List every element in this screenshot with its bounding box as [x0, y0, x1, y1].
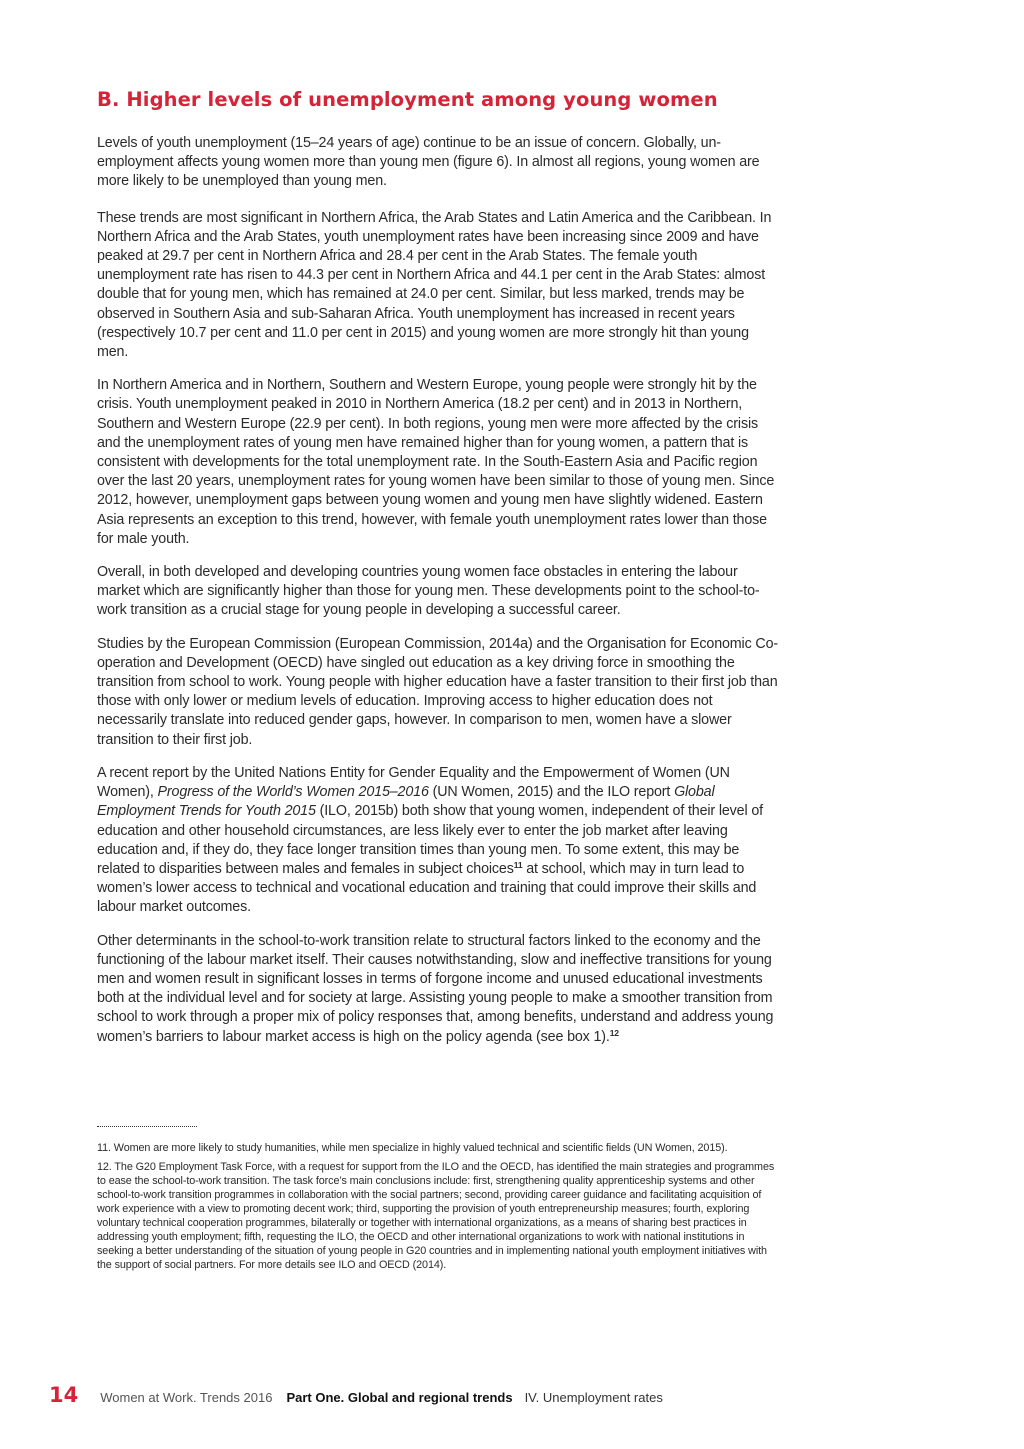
report-title-ilo: Global Employment Trends for Youth 2015	[97, 784, 715, 820]
paragraph-6: A recent report by the United Nations Entity for Gender Equality and the Empowerment of Women (UN Women), Progress of the World’s Women 2015–2016 (UN Women, 2015) and the ILO report Global Employment Trends for Youth 2015 (ILO, 2015b) both show that young women, independent of their level of education and other household circumstances, are less likely ever to enter the job market after leaving education and, if they do, they face longer transition times than young men. To some extent, this may be related to disparities between males and females in subject choices$^{11}$ at school, which may in turn lead to women’s lower access to technical and vocational education and training that could improve their skills and labour market outcomes.	[97, 764, 763, 916]
paragraph-2: These trends are most significant in Northern Africa, the Arab States and Latin America and the Caribbean. In Northern Africa and the Arab States, youth unemployment rates have been increasing since 2009 and have peaked at 29.7 per cent in Northern Africa and 28.4 per cent in the Arab States. The female youth unemployment rate has risen to 44.3 per cent in Northern Africa and 44.1 per cent in the Arab States: almost double that for young men, which has remained at 24.0 per cent. Similar, but less marked, trends may be observed in Southern Asia and sub-Saharan Africa. Youth unemployment has increased in recent years (respectively 10.7 per cent and 11.0 per cent in 2015) and young women are more strongly hit than young men.	[97, 209, 772, 361]
footnotes	[97, 1141, 781, 1277]
paragraph-4: Overall, in both developed and developing countries young women face obstacles in entering the labour market which are significantly higher than those for young men. These developments point to the school-to-work transition as a crucial stage for young people in developing a successful career.	[97, 564, 760, 619]
footnote-12: 12. The G20 Employment Task Force, with a request for support from the ILO and the OECD, has identified the main strategies and programmes to ease the school-to-work transition. The task force’s main conclusions include: first, strengthening quality apprenticeship systems and other school-to-work transition programmes in collaboration with the social partners; second, providing career guidance and facilitating acquisition of work experience with a view to promoting decent work; third, supporting the provision of youth entrepreneurship measures; fourth, exploring voluntary technical cooperation programmes, bilaterally or together with international organizations, as a means of sharing best practices in addressing youth employment; fifth, requesting the ILO, the OECD and other international organizations to work with national institutions in seeking a better understanding of the situation of young people in G20 countries and in implementing national youth employment initiatives with the support of social partners. For more details see ILO and OECD (2014).	[97, 1161, 775, 1271]
page-number: 14	[49, 1383, 79, 1407]
section-heading: B. Higher levels of unemployment among young women	[97, 88, 718, 111]
footnote-ref-12[interactable]: 12	[609, 1027, 619, 1038]
paragraph-1: Levels of youth unemployment (15–24 years of age) continue to be an issue of concern. Globally, unemployment affects young women more than young men (figure 6). In almost all regions, young women are more likely to be unemployed than young men.	[97, 135, 760, 190]
part-title: Part One. Global and regional trends	[286, 1390, 513, 1405]
footnote-divider	[97, 1126, 197, 1127]
publication-title: Women at Work. Trends 2016	[100, 1390, 273, 1405]
footnote-ref-11[interactable]: 11	[513, 859, 523, 870]
body-text	[97, 134, 781, 1061]
footnote-11: 11. Women are more likely to study humanities, while men specialize in highly valued technical and scientific fields (UN Women, 2015).	[97, 1142, 728, 1154]
paragraph-7: Other determinants in the school-to-work transition relate to structural factors linked to the economy and the functioning of the labour market itself. Their causes notwithstanding, slow and ineffective transitions for young men and women result in significant losses in terms of forgone income and unused educational investments both at the individual level and for society at large. Assisting young people to make a smoother transition from school to work through a proper mix of policy responses that, among benefits, understand and address young women’s barriers to labour market access is high on the policy agenda (see box 1).$^{12}$	[97, 932, 774, 1045]
report-title-un-women: Progress of the World’s Women 2015–2016	[157, 784, 429, 801]
section-title: IV. Unemployment rates	[524, 1390, 663, 1405]
paragraph-3: In Northern America and in Northern, Southern and Western Europe, young people were strongly hit by the crisis. Youth unemployment peaked in 2010 in Northern America (18.2 per cent) and in 2013 in Northern, Southern and Western Europe (22.9 per cent). In both regions, young men were more affected by the crisis and the unemployment rates of young men have remained higher than for young women, a pattern that is consistent with developments for the total unemployment rate. In the South-Eastern Asia and Pacific region over the last 20 years, unemployment rates for young women have been similar to those of young men. Since 2012, however, unemployment gaps between young women and young men have slightly widened. Eastern Asia represents an exception to this trend, however, with female youth unemployment rates lower than those for male youth.	[97, 377, 775, 547]
paragraph-5: Studies by the European Commission (European Commission, 2014a) and the Organisation for Economic Co-operation and Development (OECD) have singled out education as a key driving force in smoothing the transition from school to work. Young people with higher education have a faster transition to their first job than those with only lower or medium levels of education. Improving access to higher education does not necessarily translate into reduced gender gaps, however. In comparison to men, women have a slower transition to their first job.	[97, 635, 778, 748]
page-footer	[49, 1383, 663, 1409]
